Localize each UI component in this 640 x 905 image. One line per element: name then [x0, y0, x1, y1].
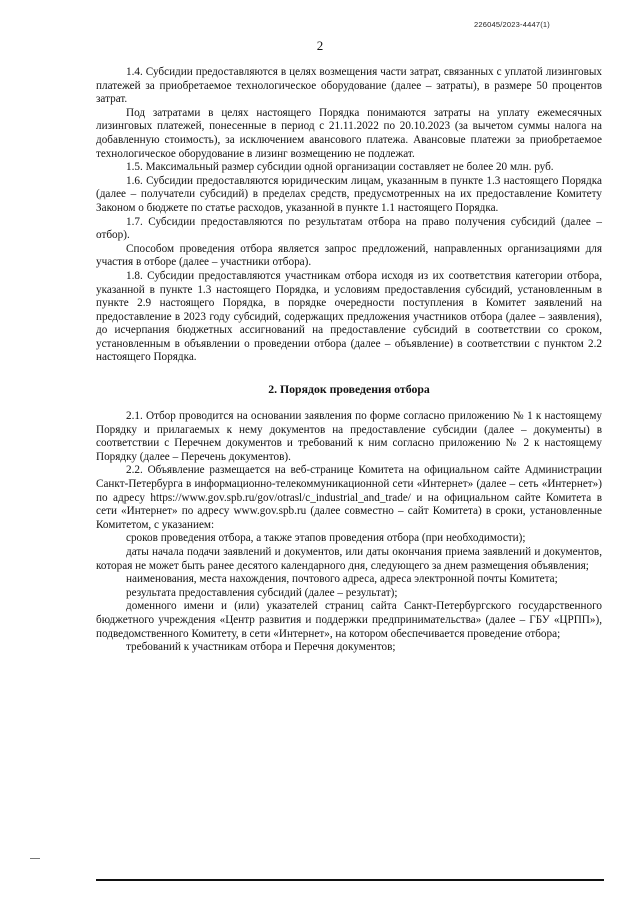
list-item-requirements: требований к участникам отбора и Перечня документов; [126, 641, 396, 654]
list-item-deadlines: сроков проведения отбора, а также этапов проведения отбора (при необходимости); [126, 532, 526, 545]
section-heading: 2. Порядок проведения отбора [268, 382, 430, 397]
paragraph-1-7: 1.7. Субсидии предоставляются по результатам отбора на право получения субсидий (далее – отбор). [96, 215, 602, 242]
paragraph-1-5: 1.5. Максимальный размер субсидии одной организации составляет не более 20 млн. руб. [126, 161, 554, 174]
scan-mark [30, 858, 40, 859]
document-body [96, 66, 602, 655]
footer-rule [96, 879, 604, 881]
paragraph-2-1: 2.1. Отбор проводится на основании заявления по форме согласно приложению № 1 к настоящему Порядку и прилагаемых к нему документов на предоставление субсидии (далее – документы) в соответствии с Перечнем документов и требований к ним согласно приложению № 2 к настоящему Порядку (далее – Перечень документов). [96, 410, 602, 463]
page-number: 2 [316, 38, 324, 53]
list-item-address: наименования, места нахождения, почтового адреса, адреса электронной почты Комитета; [126, 573, 558, 586]
list-item-dates: даты начала подачи заявлений и документов, или даты окончания приема заявлений и документов, которая не может быть ранее десятого календарного дня, следующего за днем размещения объявления; [96, 546, 602, 572]
paragraph-1-8: 1.8. Субсидии предоставляются участникам отбора исходя из их соответствия категории отбора, указанной в пункте 1.3 настоящего Порядка, и условиям предоставления субсидий, установленным в пункте 2.9 настоящего Порядка, в порядке очередности поступления в Комитет заявлений на предоставление в 2023 году субсидий, содержащих предложения участников отбора (далее – заявления), до исчерпания бюджетных ассигнований на предоставление субсидий в соответствии со сроком, установленным в объявлении о проведении отбора (далее – объявление) в соответствии с пунктом 2.2 настоящего Порядка. [96, 269, 602, 364]
paragraph-selection-method: Способом проведения отбора является запрос предложений, направленных организациями для участия в отборе (далее – участники отбора). [96, 242, 602, 269]
paragraph-costs-definition: Под затратами в целях настоящего Порядка понимаются затраты на уплату ежемесячных лизинговых платежей, понесенные в период с 21.11.2022 по 20.10.2023 (за вычетом суммы налога на добавленную стоимость), за исключением авансового платежа. Авансовые платежи за приобретаемое технологическое оборудование в лизинг возмещению не подлежат. [96, 106, 602, 160]
paragraph-1-6: 1.6. Субсидии предоставляются юридическим лицам, указанным в пункте 1.3 настоящего Порядка (далее – получатели субсидий) в пределах средств, предусмотренных на их предоставление Комитету Законом о бюджете по статье расходов, указанной в пункте 1.1 настоящего Порядка. [96, 174, 602, 214]
paragraph-2-2: 2.2. Объявление размещается на веб-странице Комитета на официальном сайте Администрации Санкт-Петербурга в информационно-телекоммуникационной сети «Интернет» (далее – сеть «Интернет») по адресу https://www.gov.spb.ru/gov/otrasl/c_industrial_and_trade/ и на официальном сайте Комитета в сети «Интернет» по адресу www.gov.spb.ru (далее совместно – сайт Комитета) в сроки, установленные Комитетом, с указанием: [96, 464, 602, 531]
list-item-domain: доменного имени и (или) указателей страниц сайта Санкт-Петербургского государственного бюджетного учреждения «Центр развития и поддержки предпринимательства» (далее – ГБУ «ЦРПП»), подведомственного Комитету, в сети «Интернет», на котором обеспечивается проведение отбора; [96, 600, 602, 640]
document-number: 226045/2023-4447(1) [474, 20, 550, 29]
paragraph-1-4: 1.4. Субсидии предоставляются в целях возмещения части затрат, связанных с уплатой лизинговых платежей за приобретаемое технологическое оборудование (далее – затраты), в размере 50 процентов затрат. [96, 66, 602, 106]
list-item-result: результата предоставления субсидий (далее – результат); [126, 586, 398, 599]
